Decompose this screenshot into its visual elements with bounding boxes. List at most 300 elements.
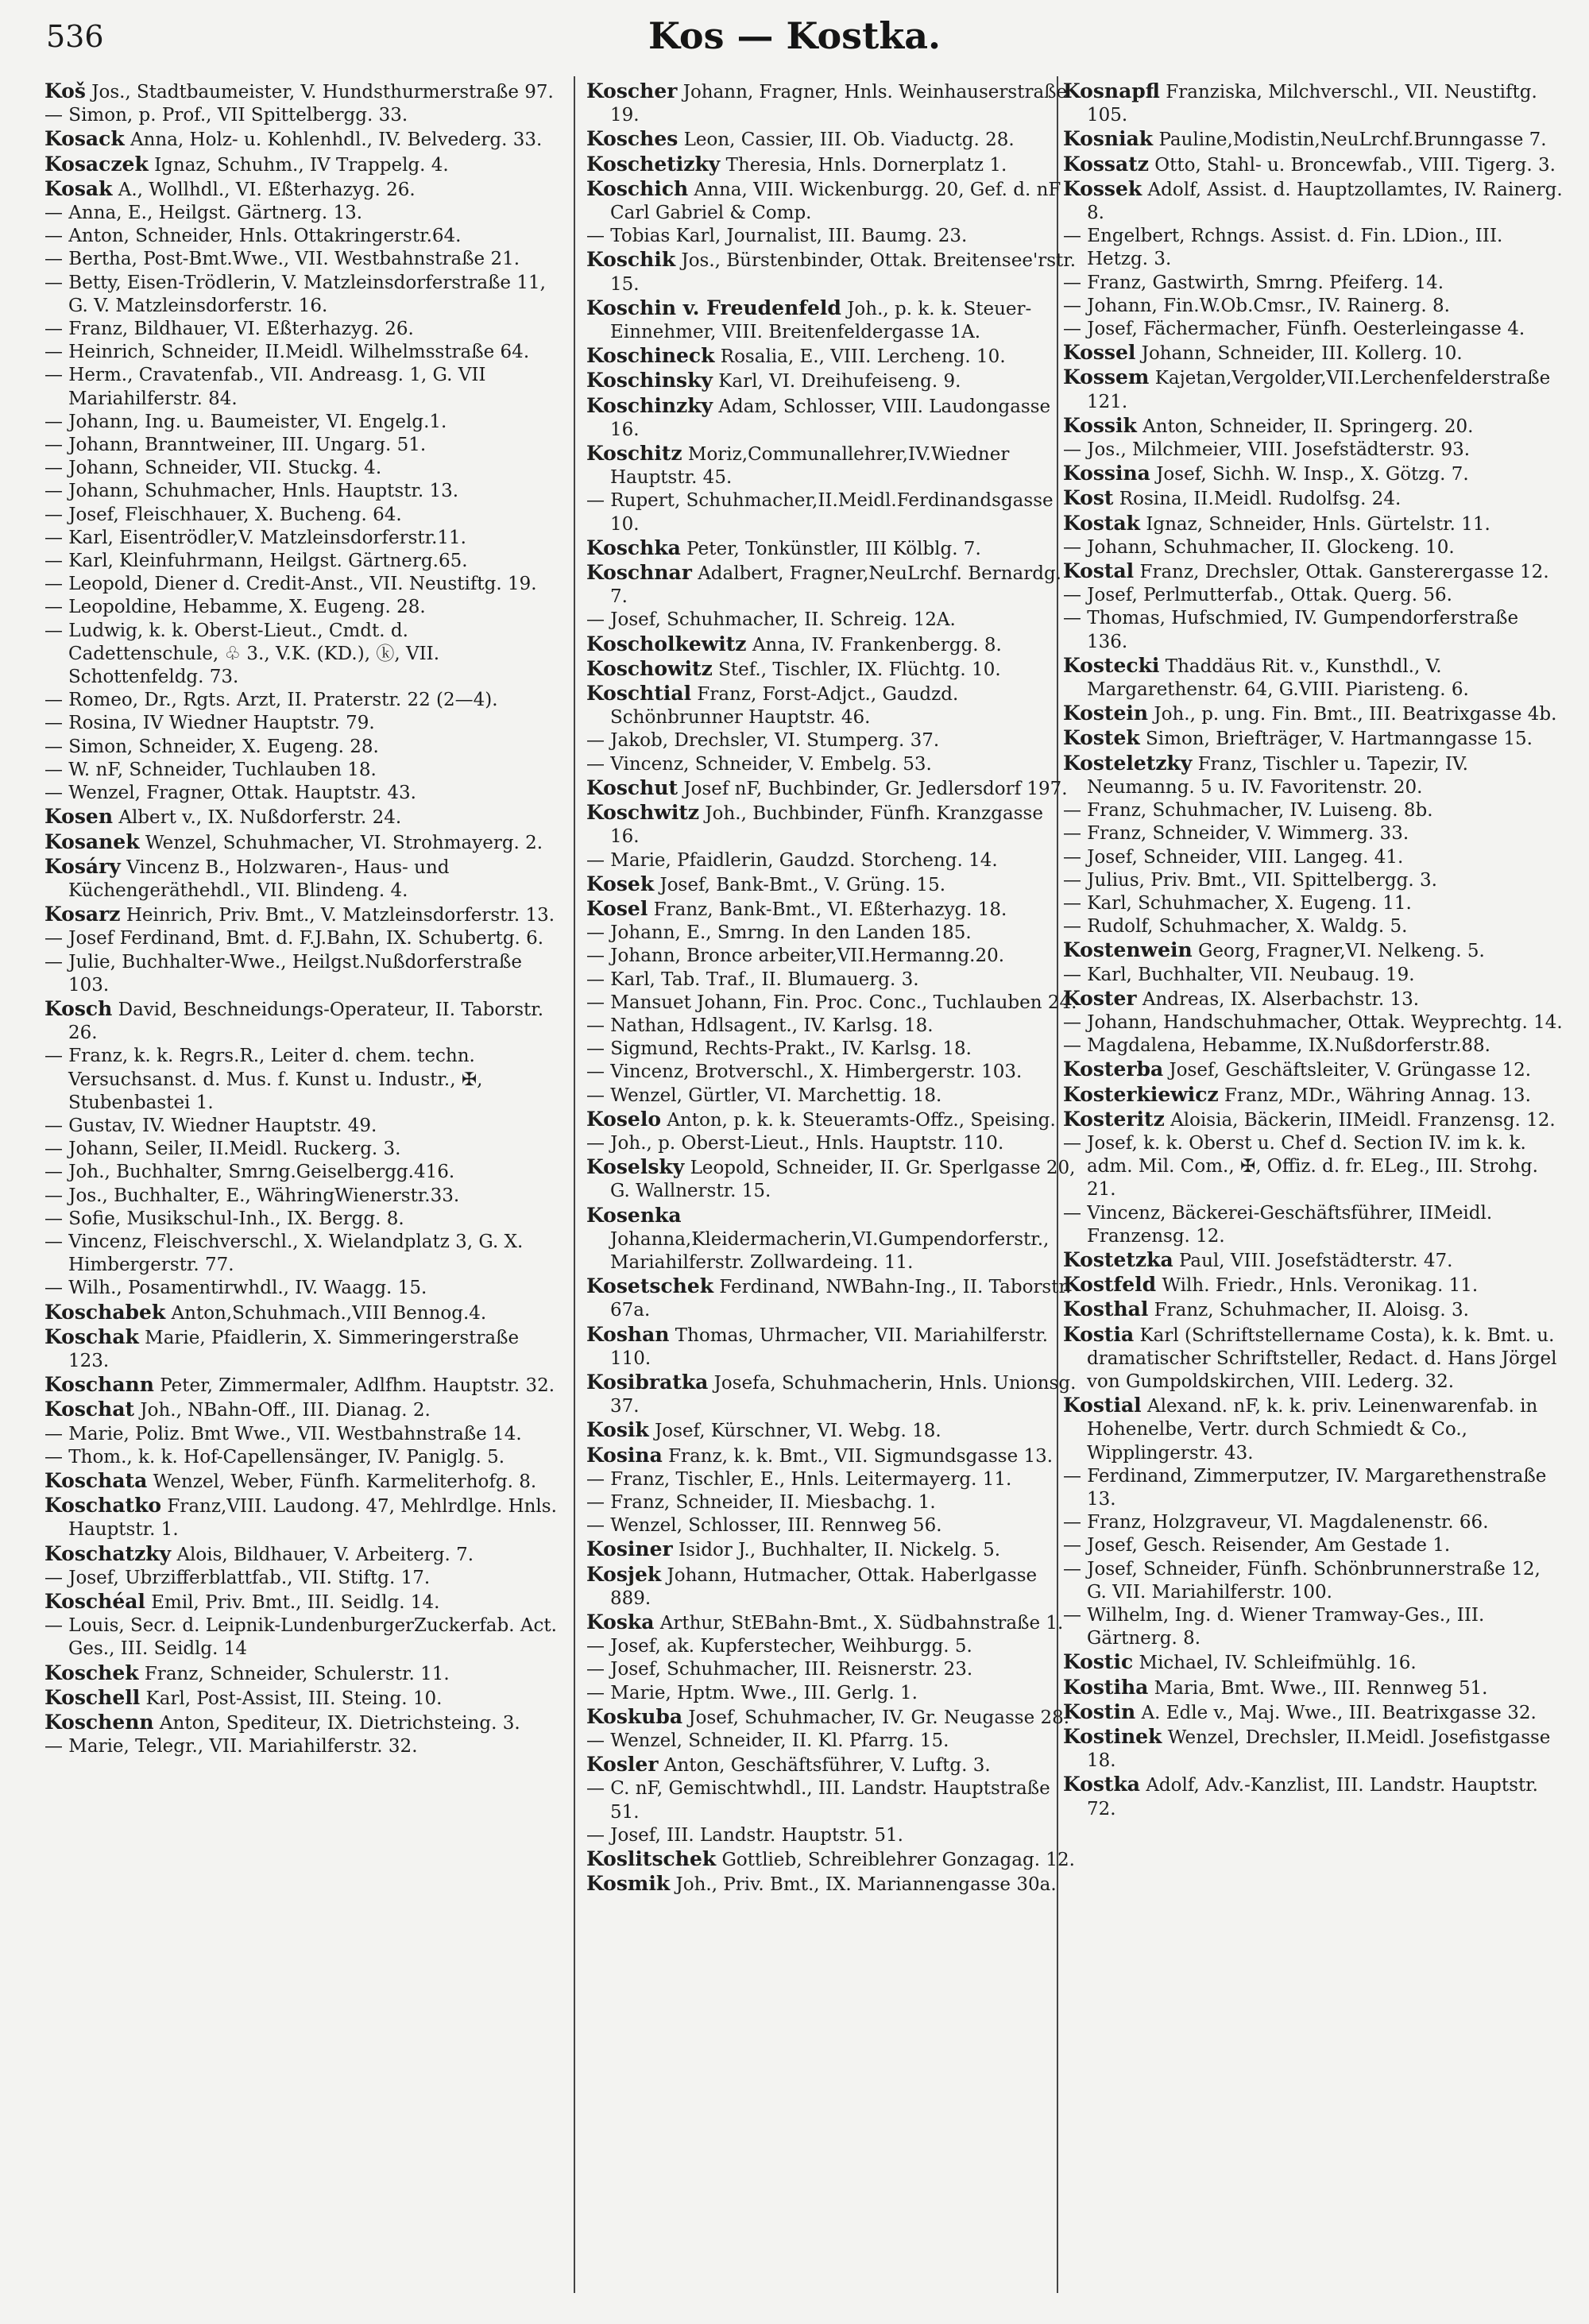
entry-text: Isidor J., Buchhalter, II. Nickelg. 5. <box>679 1540 1001 1561</box>
directory-entry <box>586 1682 1077 1705</box>
directory-entry <box>1063 654 1564 702</box>
directory-entry <box>44 457 561 480</box>
entry-surname: Koschka <box>586 536 681 559</box>
entry-surname: Kost <box>1063 486 1114 510</box>
directory-entry <box>44 1686 561 1711</box>
directory-entry <box>1063 1511 1564 1534</box>
entry-text: Josef, Geschäftsleiter, V. Grüngasse 12. <box>1169 1060 1532 1081</box>
entry-surname: Koska <box>586 1611 655 1634</box>
directory-entry <box>586 1872 1077 1897</box>
directory-entry <box>586 1108 1077 1132</box>
directory-entry <box>1063 1297 1564 1322</box>
entry-text: Josef, Schuhmacher, IV. Gr. Neugasse 28. <box>688 1707 1070 1728</box>
entry-text: — Leopoldine, Hebamme, X. Eugeng. 28. <box>44 597 426 618</box>
entry-text: Anton, Spediteur, IX. Dietrichsteing. 3. <box>159 1713 520 1734</box>
entry-surname: Koschatko <box>44 1494 162 1518</box>
entry-surname: Kosenka <box>586 1203 682 1227</box>
entry-surname: Koschat <box>44 1398 135 1421</box>
directory-entry <box>44 550 561 573</box>
entry-text: — Rudolf, Schuhmacher, X. Waldg. 5. <box>1063 916 1408 938</box>
entry-text: — Josef, Schneider, VIII. Langeg. 41. <box>1063 846 1404 868</box>
entry-text: Vincenz B., Holzwaren-, Haus- und Küchengeräthehdl., VII. Blindeng. 4. <box>68 857 450 901</box>
entry-text: — Wenzel, Schlosser, III. Rennweg 56. <box>586 1515 942 1537</box>
entry-text: — Thom., k. k. Hof-Capellensänger, IV. Paniglg. 5. <box>44 1446 505 1467</box>
directory-entry <box>586 344 1077 369</box>
entry-surname: Kosler <box>586 1753 659 1777</box>
directory-entry <box>1063 846 1564 869</box>
entry-text: Otto, Stahl- u. Broncewfab., VIII. Tigerg. 3. <box>1154 154 1556 176</box>
entry-surname: Kosanek <box>44 829 140 853</box>
entry-text: — Nathan, Hdlsagent., IV. Karlsg. 18. <box>586 1015 934 1036</box>
entry-text: Josef, Bank-Bmt., V. Grüng. 15. <box>659 874 946 895</box>
entry-text: Joh., p. ung. Fin. Bmt., III. Beatrixgasse 4b. <box>1154 704 1557 725</box>
entry-surname: Koschich <box>586 176 689 200</box>
directory-entry <box>586 1468 1077 1491</box>
entry-surname: Kosack <box>44 127 125 151</box>
entry-surname: Kosibratka <box>586 1370 709 1394</box>
directory-entry <box>1063 1108 1564 1132</box>
entry-text: — Louis, Secr. d. Leipnik-LundenburgerZuckerfab. Act. Ges., III. Seidlg. 14 <box>44 1615 557 1660</box>
entry-text: — Magdalena, Hebamme, IX.Nußdorferstr.88. <box>1063 1035 1490 1057</box>
entry-surname: Koschinsky <box>586 369 713 392</box>
directory-entry <box>1063 559 1564 584</box>
entry-text: — Josef, Schuhmacher, III. Reisnerstr. 23. <box>586 1659 973 1680</box>
directory-entry <box>586 1777 1077 1823</box>
entry-surname: Koschitz <box>586 442 682 466</box>
entry-text: Ferdinand, NWBahn-Ing., II. Taborstr. 67a. <box>610 1277 1072 1321</box>
directory-entry <box>44 272 561 318</box>
entry-surname: Kossik <box>1063 413 1137 437</box>
entry-text: — Karl, Tab. Traf., II. Blumauerg. 3. <box>586 969 919 990</box>
directory-entry <box>44 1446 561 1469</box>
entry-text: Georg, Fragner,VI. Nelkeng. 5. <box>1197 941 1485 962</box>
directory-entry <box>1063 607 1564 653</box>
entry-surname: Kosina <box>586 1443 663 1467</box>
directory-entry <box>44 1494 561 1541</box>
directory-entry <box>586 536 1077 561</box>
directory-entry <box>44 177 561 202</box>
entry-text: Johann, Schneider, III. Kollerg. 10. <box>1141 343 1463 365</box>
directory-entry <box>1063 1773 1564 1820</box>
entry-text: Franz,VIII. Laudong. 47, Mehlrdlge. Hnls. Hauptstr. 1. <box>68 1496 557 1541</box>
entry-text: — Johann, Bronce arbeiter,VII.Hermanng.20. <box>586 945 1005 967</box>
directory-entry <box>44 411 561 434</box>
directory-entry <box>586 872 1077 897</box>
directory-entry <box>586 1015 1077 1038</box>
entry-text: Anton, p. k. k. Steueramts-Offz., Speising. <box>667 1109 1056 1131</box>
directory-entry <box>44 434 561 457</box>
directory-entry <box>1063 272 1564 295</box>
directory-entry <box>44 1469 561 1494</box>
directory-entry <box>44 805 561 829</box>
entry-text: Pauline,Modistin,NeuLrchf.Brunngasse 7. <box>1158 130 1547 151</box>
entry-text: Adalbert, Fragner,NeuLrchf. Bernardg. 7. <box>610 563 1061 608</box>
entry-text: — Josef, Gesch. Reisender, Am Gestade 1. <box>1063 1535 1451 1556</box>
directory-entry <box>586 1132 1077 1155</box>
entry-text: — Ludwig, k. k. Oberst-Lieut., Cmdt. d. Cadettenschule, ♧ 3., V.K. (KD.), ⓚ, VII. Schottenfeldg. 73. <box>44 620 440 688</box>
directory-entry <box>1063 1650 1564 1675</box>
entry-surname: Kosiner <box>586 1537 673 1561</box>
entry-text: — Vincenz, Schneider, V. Embelg. 53. <box>586 753 932 775</box>
entry-text: — Wilh., Posamentirwhdl., IV. Waagg. 15. <box>44 1278 427 1299</box>
entry-text: Josefa, Schuhmacherin, Hnls. Unionsg. 37. <box>610 1372 1077 1417</box>
directory-entry <box>1063 869 1564 892</box>
directory-entry <box>44 1138 561 1161</box>
directory-entry <box>586 753 1077 776</box>
directory-entry <box>44 596 561 619</box>
directory-entry <box>44 1661 561 1686</box>
directory-entry <box>1063 1202 1564 1248</box>
entry-text: — Franz, Schneider, V. Wimmerg. 33. <box>1063 823 1409 845</box>
entry-text: — Simon, Schneider, X. Eugeng. 28. <box>44 736 379 757</box>
entry-text: — Mansuet Johann, Fin. Proc. Conc., Tuchlauben 24. <box>586 992 1077 1013</box>
directory-entry <box>44 1161 561 1184</box>
directory-entry <box>44 855 561 903</box>
entry-text: — Romeo, Dr., Rgts. Arzt, II. Praterstr. 22 (2—4). <box>44 690 498 711</box>
entry-surname: Koschak <box>44 1324 139 1348</box>
entry-surname: Kossek <box>1063 176 1142 200</box>
entry-text: — Vincenz, Bäckerei-Geschäftsführer, IIMeidl. Franzensg. 12. <box>1063 1202 1493 1247</box>
entry-text: Peter, Tonkünstler, III Kölblg. 7. <box>686 538 981 559</box>
directory-entry <box>44 1542 561 1567</box>
entry-text: Josef, Sichh. W. Insp., X. Götzg. 7. <box>1156 464 1469 485</box>
entry-surname: Kosnapfl <box>1063 79 1160 102</box>
entry-text: Simon, Briefträger, V. Hartmanngasse 15. <box>1146 729 1533 750</box>
directory-entry <box>1063 512 1564 536</box>
entry-text: A., Wollhdl., VI. Eßterhazyg. 26. <box>118 179 416 200</box>
entry-surname: Kosch <box>44 996 113 1020</box>
entry-text: Franz, Forst-Adjct., Gaudzd. Schönbrunner Hauptstr. 46. <box>610 684 959 729</box>
directory-entry <box>1063 295 1564 318</box>
directory-entry <box>586 776 1077 801</box>
entry-text: Moriz,Communallehrer,IV.Wiedner Hauptstr. 45. <box>610 444 1010 489</box>
directory-entry <box>1063 1700 1564 1725</box>
entry-surname: Kosak <box>44 176 113 200</box>
entry-surname: Koschnar <box>586 561 692 585</box>
entry-text: Adam, Schlosser, VIII. Laudongasse 16. <box>610 396 1051 440</box>
entry-text: — Josef Ferdinand, Bmt. d. F.J.Bahn, IX. Schubertg. 6. <box>44 928 544 949</box>
entry-surname: Koselo <box>586 1107 662 1131</box>
entry-surname: Koscholkewitz <box>586 632 747 655</box>
entry-text: Alexand. nF, k. k. priv. Leinenwarenfab. in Hohenelbe, Vertr. durch Schmiedt & Co., Wipplingerstr. 43. <box>1087 1396 1538 1464</box>
entry-text: — Josef, k. k. Oberst u. Chef d. Section IV. im k. k. adm. Mil. Com., ✠, Offiz. d. fr. ELeg., III. Strohg. 21. <box>1063 1132 1538 1201</box>
directory-entry <box>44 1373 561 1398</box>
directory-entry <box>44 951 561 997</box>
directory-entry <box>1063 225 1564 271</box>
directory-entry <box>1063 341 1564 365</box>
directory-entry <box>586 632 1077 657</box>
directory-entry <box>586 992 1077 1015</box>
entry-text: — Johann, Seiler, II.Meidl. Ruckerg. 3. <box>44 1139 401 1160</box>
entry-surname: Koschowitz <box>586 656 713 680</box>
directory-entry <box>44 1277 561 1300</box>
entry-text: — Marie, Pfaidlerin, Gaudzd. Storcheng. 14. <box>586 849 998 871</box>
entry-surname: Kossel <box>1063 341 1136 365</box>
column-1 <box>44 79 561 2292</box>
entry-text: — Josef, Ubrzifferblattfab., VII. Stiftg. 17. <box>44 1567 431 1588</box>
directory-entry <box>44 504 561 527</box>
directory-entry <box>1063 702 1564 726</box>
directory-entry <box>586 1730 1077 1753</box>
entry-text: Franz, Drechsler, Ottak. Gansterergasse 12. <box>1139 562 1549 583</box>
directory-entry <box>1063 1558 1564 1604</box>
entry-text: — Anna, E., Heilgst. Gärtnerg. 13. <box>44 203 363 224</box>
directory-entry <box>1063 1248 1564 1273</box>
directory-entry <box>44 1711 561 1735</box>
entry-text: Anton,Schuhmach.,VIII Bennog.4. <box>171 1302 487 1324</box>
entry-text: Leopold, Schneider, II. Gr. Sperlgasse 20, G. Wallnerstr. 15. <box>610 1158 1076 1202</box>
entry-surname: Kostetzka <box>1063 1247 1173 1271</box>
directory-entry <box>1063 79 1564 127</box>
entry-text: Anton, Geschäftsführer, V. Luftg. 3. <box>663 1755 991 1777</box>
entry-text: — Josef, Schneider, Fünfh. Schönbrunnerstraße 12, G. VII. Mariahilferstr. 100. <box>1063 1558 1541 1603</box>
entry-surname: Kosniak <box>1063 127 1154 151</box>
entry-text: Thomas, Uhrmacher, VII. Mariahilferstr. 110. <box>610 1324 1049 1369</box>
entry-text: — Johann, Handschuhmacher, Ottak. Weyprechtg. 14. <box>1063 1011 1563 1033</box>
directory-entry <box>586 79 1077 127</box>
entry-text: — Franz, Gastwirth, Smrng. Pfeiferg. 14. <box>1063 272 1444 293</box>
entry-text: Heinrich, Priv. Bmt., V. Matzleinsdorferstr. 13. <box>126 905 555 926</box>
entry-text: Joh., p. k. k. Steuer-Einnehmer, VIII. Breitenfeldergasse 1A. <box>610 298 1032 343</box>
entry-text: Adolf, Assist. d. Hauptzollamtes, IV. Rainerg. 8. <box>1087 179 1563 224</box>
page-number: 536 <box>46 19 104 54</box>
entry-text: Michael, IV. Schleifmühlg. 16. <box>1139 1653 1417 1674</box>
entry-surname: Kostecki <box>1063 653 1160 677</box>
entry-text: David, Beschneidungs-Operateur, II. Taborstr. 26. <box>68 999 544 1044</box>
entry-surname: Kosen <box>44 805 114 829</box>
directory-entry <box>1063 1011 1564 1034</box>
entry-text: A. Edle v., Maj. Wwe., III. Beatrixgasse 32. <box>1141 1702 1537 1723</box>
directory-entry <box>1063 153 1564 177</box>
entry-text: Joh., NBahn-Off., III. Dianag. 2. <box>140 1400 431 1421</box>
entry-surname: Koster <box>1063 986 1137 1010</box>
directory-entry <box>1063 462 1564 486</box>
entry-text: — Josef, ak. Kupferstecher, Weihburgg. 5. <box>586 1636 972 1657</box>
directory-entry <box>586 1563 1077 1611</box>
entry-text: — Karl, Buchhalter, VII. Neubaug. 19. <box>1063 964 1415 985</box>
entry-text: — Wenzel, Schneider, II. Kl. Pfarrg. 15. <box>586 1730 949 1752</box>
entry-surname: Kosáry <box>44 854 121 878</box>
entry-surname: Koschin v. Freudenfeld <box>586 296 841 319</box>
entry-surname: Koschwitz <box>586 801 700 825</box>
directory-entry <box>44 318 561 341</box>
directory-entry <box>44 759 561 782</box>
directory-entry <box>586 1038 1077 1061</box>
directory-entry <box>1063 1534 1564 1557</box>
entry-surname: Kosterkiewicz <box>1063 1082 1219 1106</box>
entry-text: — Betty, Eisen-Trödlerin, V. Matzleinsdorferstraße 11, G. V. Matzleinsdorferstr. 16. <box>44 272 546 316</box>
directory-entry <box>1063 822 1564 845</box>
entry-surname: Koshan <box>586 1322 670 1346</box>
directory-entry <box>1063 1132 1564 1202</box>
entry-text: Anton, Schneider, II. Springerg. 20. <box>1142 416 1474 437</box>
entry-text: — Marie, Poliz. Bmt Wwe., VII. Westbahnstraße 14. <box>44 1423 522 1444</box>
directory-entry <box>44 153 561 177</box>
entry-surname: Koselsky <box>586 1155 685 1179</box>
entry-text: Karl (Schriftstellername Costa), k. k. Bmt. u. dramatischer Schriftsteller, Redact. d. Hans Jörgel von Gumpoldskirchen, VIII. Lederg. 32. <box>1087 1324 1557 1392</box>
entry-text: Peter, Zimmermaler, Adlfhm. Hauptstr. 32. <box>160 1375 555 1397</box>
entry-text: Joh., Buchbinder, Fünfh. Kranzgasse 16. <box>610 803 1043 848</box>
entry-text: — Gustav, IV. Wiedner Hauptstr. 49. <box>44 1115 377 1136</box>
entry-text: Franz, Tischler u. Tapezir, IV. Neumanng. 5 u. IV. Favoritenstr. 20. <box>1087 753 1468 798</box>
entry-surname: Koschann <box>44 1373 154 1397</box>
directory-entry <box>586 1537 1077 1562</box>
directory-entry <box>44 1301 561 1325</box>
directory-entry <box>586 1491 1077 1514</box>
directory-entry <box>44 1398 561 1422</box>
directory-entry <box>586 609 1077 632</box>
entry-text: Thaddäus Rit. v., Kunsthdl., V. Margarethenstr. 64, G.VIII. Piaristeng. 6. <box>1087 655 1469 701</box>
directory-entry <box>1063 964 1564 987</box>
entry-surname: Koschatzky <box>44 1541 172 1565</box>
entry-surname: Kostial <box>1063 1394 1142 1417</box>
directory-entry <box>586 1514 1077 1537</box>
directory-entry <box>586 369 1077 393</box>
directory-entry <box>44 127 561 152</box>
entry-surname: Kostak <box>1063 511 1140 535</box>
directory-entry <box>1063 536 1564 559</box>
entry-surname: Kosthal <box>1063 1297 1149 1321</box>
directory-entry <box>1063 1083 1564 1108</box>
entry-text: — Thomas, Hufschmied, IV. Gumpendorferstraße 136. <box>1063 608 1519 652</box>
directory-entry <box>1063 1465 1564 1511</box>
directory-entry <box>586 1418 1077 1443</box>
directory-entry <box>44 927 561 950</box>
directory-entry <box>586 1274 1077 1322</box>
directory-entry <box>586 969 1077 992</box>
entry-text: — Heinrich, Schneider, II.Meidl. Wilhelmsstraße 64. <box>44 342 530 363</box>
entry-text: Ignaz, Schneider, Hnls. Gürtelstr. 11. <box>1146 513 1490 535</box>
directory-entry <box>44 341 561 364</box>
directory-entry <box>586 849 1077 872</box>
directory-entry <box>44 248 561 271</box>
directory-entry <box>1063 439 1564 462</box>
entry-text: Franziska, Milchverschl., VII. Neustiftg. 105. <box>1087 82 1537 126</box>
directory-entry <box>44 620 561 690</box>
entry-text: — Johann, Schneider, VII. Stuckg. 4. <box>44 458 382 479</box>
entry-surname: Kossina <box>1063 462 1150 485</box>
entry-text: — Marie, Telegr., VII. Mariahilferstr. 32. <box>44 1736 418 1758</box>
directory-entry <box>1063 486 1564 511</box>
entry-text: Theresia, Hnls. Dornerplatz 1. <box>725 154 1007 176</box>
directory-entry <box>44 1590 561 1614</box>
directory-entry <box>1063 938 1564 963</box>
entry-surname: Koschetizky <box>586 152 721 176</box>
entry-text: — Marie, Hptm. Wwe., III. Gerlg. 1. <box>586 1682 918 1703</box>
entry-text: — Herm., Cravatenfab., VII. Andreasg. 1, G. VII Mariahilferstr. 84. <box>44 365 486 409</box>
directory-entry <box>1063 752 1564 799</box>
entry-surname: Kostenwein <box>1063 938 1193 962</box>
entry-text: — Josef, Fleischhauer, X. Bucheng. 64. <box>44 504 402 525</box>
directory-entry <box>44 1185 561 1208</box>
entry-text: — Jos., Buchhalter, E., WähringWienerstr.33. <box>44 1185 460 1206</box>
directory-entry <box>1063 1058 1564 1082</box>
directory-entry <box>44 1567 561 1590</box>
directory-entry <box>586 561 1077 609</box>
entry-text: Alois, Bildhauer, V. Arbeiterg. 7. <box>176 1544 474 1565</box>
entry-surname: Koschtial <box>586 682 692 706</box>
entry-text: — Tobias Karl, Journalist, III. Baumg. 23. <box>586 226 968 247</box>
directory-entry <box>44 104 561 127</box>
column-2 <box>586 79 1077 2292</box>
directory-entry <box>586 897 1077 922</box>
directory-entry <box>44 712 561 735</box>
entry-text: Franz, k. k. Bmt., VII. Sigmundsgasse 13. <box>668 1445 1054 1467</box>
entry-text: — Josef, Perlmutterfab., Ottak. Querg. 56. <box>1063 585 1452 606</box>
entry-text: — Karl, Schuhmacher, X. Eugeng. 11. <box>1063 892 1412 914</box>
entry-text: — Johann, Fin.W.Ob.Cmsr., IV. Rainerg. 8. <box>1063 295 1450 316</box>
directory-entry <box>44 997 561 1045</box>
entry-text: — Sigmund, Rechts-Prakt., IV. Karlsg. 18. <box>586 1038 972 1060</box>
entry-text: Wilh. Friedr., Hnls. Veronikag. 11. <box>1162 1275 1479 1297</box>
directory-entry <box>44 689 561 712</box>
entry-text: — Wenzel, Gürtler, VI. Marchettig. 18. <box>586 1085 942 1106</box>
directory-entry <box>1063 799 1564 822</box>
directory-entry <box>586 1658 1077 1681</box>
directory-entry <box>586 248 1077 296</box>
directory-entry <box>1063 127 1564 152</box>
entry-surname: Kosetschek <box>586 1274 714 1298</box>
directory-entry <box>586 1444 1077 1468</box>
directory-entry <box>1063 584 1564 607</box>
entry-text: — Rosina, IV Wiedner Hauptstr. 79. <box>44 713 375 734</box>
directory-entry <box>44 573 561 596</box>
directory-entry <box>1063 726 1564 751</box>
directory-entry <box>1063 892 1564 915</box>
entry-text: Karl, VI. Dreihufeiseng. 9. <box>718 371 961 392</box>
entry-text: — C. nF, Gemischtwhdl., III. Landstr. Hauptstraße 51. <box>586 1778 1050 1823</box>
entry-text: Rosina, II.Meidl. Rudolfsg. 24. <box>1119 489 1401 510</box>
directory-entry <box>1063 1273 1564 1297</box>
entry-surname: Koschata <box>44 1468 148 1492</box>
directory-entry <box>586 1323 1077 1371</box>
directory-entry <box>586 442 1077 489</box>
entry-surname: Koschell <box>44 1685 141 1709</box>
entry-surname: Kosches <box>586 127 679 151</box>
entry-text: — Johann, Schuhmacher, Hnls. Hauptstr. 13. <box>44 481 459 502</box>
directory-entry <box>586 1061 1077 1084</box>
entry-text: — Josef, Schuhmacher, II. Schreig. 12A. <box>586 609 956 631</box>
entry-text: — Ferdinand, Zimmerputzer, IV. Margarethenstraße 13. <box>1063 1465 1547 1510</box>
entry-text: Andreas, IX. Alserbachstr. 13. <box>1142 988 1420 1010</box>
directory-entry <box>1063 365 1564 413</box>
entry-surname: Koschik <box>586 248 676 272</box>
entry-surname: Kosik <box>586 1418 649 1442</box>
entry-text: — Engelbert, Rchngs. Assist. d. Fin. LDion., III. Hetzg. 3. <box>1063 226 1503 270</box>
entry-text: Franz, Schneider, Schulerstr. 11. <box>144 1663 450 1684</box>
entry-surname: Koscher <box>586 79 678 102</box>
directory-entry <box>586 729 1077 752</box>
entry-surname: Koslitschek <box>586 1847 717 1871</box>
entry-surname: Kosteletzky <box>1063 751 1193 775</box>
entry-text: Joh., Priv. Bmt., IX. Mariannengasse 30a. <box>675 1874 1057 1896</box>
entry-text: Jos., Bürstenbinder, Ottak. Breitensee'rstr. 15. <box>610 250 1077 295</box>
directory-entry <box>586 1705 1077 1730</box>
directory-entry <box>586 296 1077 344</box>
entry-surname: Koschenn <box>44 1711 154 1734</box>
running-head: Kos — Kostka. <box>648 14 941 57</box>
directory-entry <box>586 394 1077 442</box>
entry-text: Jos., Stadtbaumeister, V. Hundsthurmerstraße 97. <box>91 82 554 102</box>
entry-text: Arthur, StEBahn-Bmt., X. Südbahnstraße 1. <box>659 1613 1064 1634</box>
entry-surname: Kosmik <box>586 1872 671 1896</box>
directory-entry <box>44 736 561 759</box>
directory-entry <box>44 1735 561 1758</box>
directory-entry <box>44 782 561 805</box>
entry-text: — Franz, Bildhauer, VI. Eßterhazyg. 26. <box>44 319 414 340</box>
directory-entry <box>586 177 1077 225</box>
entry-surname: Kossatz <box>1063 152 1149 176</box>
